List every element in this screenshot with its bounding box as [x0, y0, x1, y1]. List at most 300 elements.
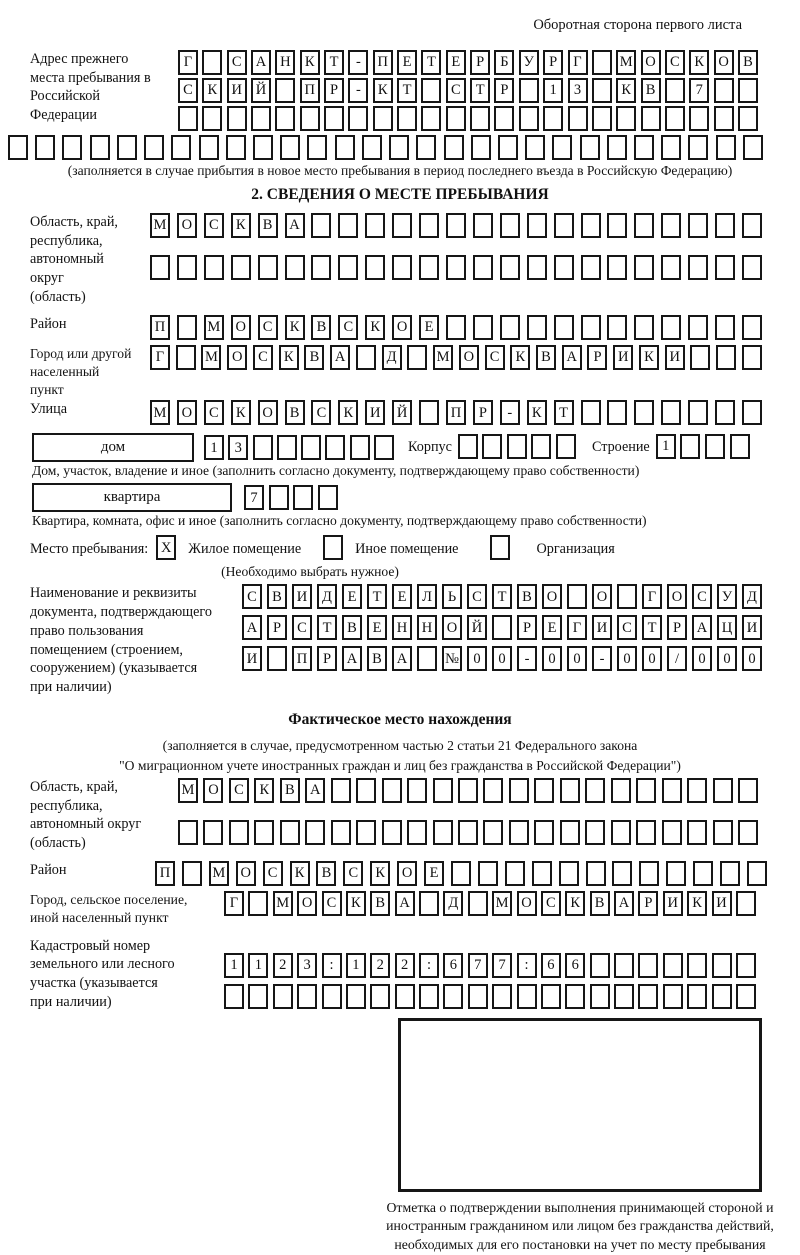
char-box [293, 485, 313, 510]
char-box [636, 778, 656, 803]
char-box [580, 135, 600, 160]
char-box: Ц [717, 615, 737, 640]
char-box [590, 984, 610, 1009]
char-box: 6 [565, 953, 585, 978]
char-box: А [330, 345, 350, 370]
char-box: - [592, 646, 612, 671]
char-box: К [510, 345, 530, 370]
char-box: 0 [617, 646, 637, 671]
char-box [688, 315, 708, 340]
char-box: Г [178, 50, 198, 75]
char-box [350, 435, 370, 460]
char-box [736, 891, 756, 916]
char-box: Г [642, 584, 662, 609]
char-box [483, 820, 503, 845]
char-box [178, 106, 198, 131]
char-box [638, 953, 658, 978]
char-box [370, 984, 390, 1009]
char-box [443, 984, 463, 1009]
char-box [397, 106, 417, 131]
char-box [202, 106, 222, 131]
char-box: К [231, 213, 251, 238]
char-box [560, 820, 580, 845]
char-box: М [492, 891, 512, 916]
actual-location-title: Фактическое место нахождения [288, 710, 512, 728]
char-box: М [273, 891, 293, 916]
char-box: 0 [717, 646, 737, 671]
char-box: С [178, 78, 198, 103]
char-box [581, 315, 601, 340]
char-box [300, 106, 320, 131]
char-box: Р [317, 646, 337, 671]
char-box [687, 984, 707, 1009]
char-box: К [687, 891, 707, 916]
char-box [8, 135, 28, 160]
char-box [407, 778, 427, 803]
char-box: Л [417, 584, 437, 609]
korpus-cells [458, 434, 576, 459]
char-box [324, 106, 344, 131]
char-box: К [370, 861, 390, 886]
char-box: С [242, 584, 262, 609]
char-box: А [395, 891, 415, 916]
char-box: : [419, 953, 439, 978]
char-box: О [203, 778, 223, 803]
char-box: М [150, 213, 170, 238]
char-box [382, 820, 402, 845]
char-box: К [231, 400, 251, 425]
region-row-2 [150, 255, 762, 280]
char-box: - [500, 400, 520, 425]
char-box [742, 315, 762, 340]
char-box: 7 [689, 78, 709, 103]
char-box [473, 213, 493, 238]
char-box: Й [251, 78, 271, 103]
char-box [639, 861, 659, 886]
char-box [585, 778, 605, 803]
char-box: X [156, 535, 176, 560]
char-box: А [305, 778, 325, 803]
char-box [62, 135, 82, 160]
char-box: Р [587, 345, 607, 370]
char-box [325, 435, 345, 460]
char-box [534, 778, 554, 803]
char-box: С [322, 891, 342, 916]
char-box [253, 135, 273, 160]
char-box: Р [667, 615, 687, 640]
char-box [446, 255, 466, 280]
char-box [178, 820, 198, 845]
char-box: 7 [492, 953, 512, 978]
char-box [607, 315, 627, 340]
char-box [356, 345, 376, 370]
char-box [297, 984, 317, 1009]
stay-type-checkbox-residential [148, 535, 188, 560]
char-box [322, 984, 342, 1009]
char-box: С [227, 50, 247, 75]
cadastral-block [0, 937, 800, 1012]
char-box [323, 535, 343, 560]
char-box [492, 984, 512, 1009]
char-box [500, 213, 520, 238]
char-box [407, 820, 427, 845]
char-box [715, 213, 735, 238]
stay-type-option-other-label: Иное помещение [355, 540, 459, 557]
char-box [338, 213, 358, 238]
char-box: О [177, 400, 197, 425]
house-cells [204, 435, 394, 460]
char-box: А [692, 615, 712, 640]
char-box [716, 135, 736, 160]
char-box [541, 984, 561, 1009]
prev-address-rows [178, 50, 758, 134]
char-box: О [236, 861, 256, 886]
char-box [590, 953, 610, 978]
char-box [560, 778, 580, 803]
stay-type-option-residential-label: Жилое помещение [188, 540, 302, 557]
char-box: 1 [204, 435, 224, 460]
cadastral-label: Кадастровый номер земельного или лесного участка (указывается при наличии) [30, 937, 175, 1010]
char-box [638, 984, 658, 1009]
char-box: 2 [273, 953, 293, 978]
char-box [634, 315, 654, 340]
char-box [500, 255, 520, 280]
stamp-caption: Отметка о подтверждении выполнения принимающей стороной и иностранным гражданином или лицом без гражданства действий, необходимых для его постановки на учет по месту пребывания [386, 1199, 774, 1252]
char-box: М [209, 861, 229, 886]
char-box: К [338, 400, 358, 425]
char-box: Т [554, 400, 574, 425]
char-box [738, 820, 758, 845]
char-box: О [714, 50, 734, 75]
char-box [273, 984, 293, 1009]
char-box: А [242, 615, 262, 640]
char-box: К [285, 315, 305, 340]
char-box: К [254, 778, 274, 803]
char-box: С [446, 78, 466, 103]
char-box [468, 891, 488, 916]
char-box [407, 345, 427, 370]
char-box [338, 255, 358, 280]
char-box: 0 [542, 646, 562, 671]
stay-type-row [0, 535, 800, 563]
char-box: 6 [443, 953, 463, 978]
char-box [568, 106, 588, 131]
char-box [470, 106, 490, 131]
char-box [688, 400, 708, 425]
char-box: П [292, 646, 312, 671]
char-box [150, 255, 170, 280]
char-box [311, 213, 331, 238]
actual-location-note-1: (заполняется в случае, предусмотренном частью 2 статьи 21 Федерального закона [162, 737, 638, 753]
char-box: И [665, 345, 685, 370]
char-box [483, 778, 503, 803]
char-box [471, 135, 491, 160]
char-box [581, 213, 601, 238]
char-box [492, 615, 512, 640]
region-block [0, 213, 800, 307]
char-box [251, 106, 271, 131]
char-box [527, 255, 547, 280]
char-box [747, 861, 767, 886]
char-box [713, 820, 733, 845]
char-box [419, 400, 439, 425]
char-box [395, 984, 415, 1009]
char-box: О [517, 891, 537, 916]
char-box: К [279, 345, 299, 370]
char-box [473, 315, 493, 340]
char-box [224, 984, 244, 1009]
char-box [693, 861, 713, 886]
char-box: П [446, 400, 466, 425]
char-box: 2 [395, 953, 415, 978]
char-box: К [365, 315, 385, 340]
apartment-box: квартира [32, 483, 232, 512]
char-box [500, 315, 520, 340]
char-box: И [712, 891, 732, 916]
char-box [712, 984, 732, 1009]
char-box: И [227, 78, 247, 103]
char-box: Е [367, 615, 387, 640]
char-box [527, 315, 547, 340]
cadastral-rows [224, 937, 756, 1012]
char-box [374, 435, 394, 460]
char-box: К [689, 50, 709, 75]
char-box: Д [382, 345, 402, 370]
char-box [519, 78, 539, 103]
char-box [634, 255, 654, 280]
char-box: Т [317, 615, 337, 640]
char-box: О [392, 315, 412, 340]
char-box: С [692, 584, 712, 609]
char-box [581, 400, 601, 425]
document-rows [242, 584, 762, 674]
house-line [0, 433, 800, 462]
char-box [519, 106, 539, 131]
stroenie-label: Строение [591, 439, 650, 456]
char-box: Н [417, 615, 437, 640]
char-box [362, 135, 382, 160]
char-box: У [717, 584, 737, 609]
char-box: С [263, 861, 283, 886]
char-box [373, 106, 393, 131]
char-box [277, 435, 297, 460]
char-box [433, 778, 453, 803]
char-box: И [663, 891, 683, 916]
char-box [331, 820, 351, 845]
char-box [269, 485, 289, 510]
char-box [742, 213, 762, 238]
char-box [305, 820, 325, 845]
char-box [117, 135, 137, 160]
char-box: 1 [543, 78, 563, 103]
char-box [419, 984, 439, 1009]
actual-region-rows [178, 778, 758, 848]
char-box: 0 [692, 646, 712, 671]
char-box: 3 [228, 435, 248, 460]
char-box: В [342, 615, 362, 640]
char-box [607, 213, 627, 238]
char-box: 6 [541, 953, 561, 978]
char-box [494, 106, 514, 131]
char-box: О [397, 861, 417, 886]
char-box: А [251, 50, 271, 75]
char-box: Т [367, 584, 387, 609]
char-box [254, 820, 274, 845]
char-box: Й [392, 400, 412, 425]
char-box [665, 78, 685, 103]
actual-region-row-1 [178, 778, 758, 803]
char-box [688, 255, 708, 280]
char-box: Т [324, 50, 344, 75]
char-box [565, 984, 585, 1009]
char-box: О [258, 400, 278, 425]
char-box: Р [267, 615, 287, 640]
char-box [176, 345, 196, 370]
char-box: Е [397, 50, 417, 75]
char-box: Р [470, 50, 490, 75]
char-box: О [592, 584, 612, 609]
char-box [419, 891, 439, 916]
char-box: С [665, 50, 685, 75]
region-label: Область, край, республика, автономный округ (область) [30, 214, 118, 305]
district-block [0, 315, 800, 343]
char-box: О [442, 615, 462, 640]
city-block [0, 345, 800, 399]
char-box [458, 820, 478, 845]
char-box [736, 953, 756, 978]
char-box [738, 778, 758, 803]
char-box [592, 106, 612, 131]
char-box: Д [742, 584, 762, 609]
char-box: К [373, 78, 393, 103]
char-box [616, 106, 636, 131]
prev-address-row-3 [178, 106, 758, 131]
district-row [150, 315, 762, 340]
char-box: О [459, 345, 479, 370]
cadastral-row-2 [224, 984, 756, 1009]
char-box [641, 106, 661, 131]
char-box: Т [642, 615, 662, 640]
char-box: Р [473, 400, 493, 425]
char-box: В [304, 345, 324, 370]
char-box [280, 820, 300, 845]
char-box: 3 [568, 78, 588, 103]
char-box: А [392, 646, 412, 671]
actual-location-note-2: "О миграционном учете иностранных граждан и лиц без гражданства в Российской Федерации") [119, 757, 681, 773]
char-box [280, 135, 300, 160]
char-box [421, 78, 441, 103]
char-box: : [517, 953, 537, 978]
char-box: В [316, 861, 336, 886]
char-box: Г [567, 615, 587, 640]
char-box [392, 213, 412, 238]
char-box: П [300, 78, 320, 103]
char-box [661, 315, 681, 340]
char-box: М [201, 345, 221, 370]
char-box [248, 891, 268, 916]
char-box: К [202, 78, 222, 103]
char-box: В [267, 584, 287, 609]
char-box: Д [443, 891, 463, 916]
char-box: Т [397, 78, 417, 103]
char-box: И [365, 400, 385, 425]
char-box [611, 778, 631, 803]
char-box: В [280, 778, 300, 803]
char-box: К [300, 50, 320, 75]
char-box [531, 434, 551, 459]
prev-address-block [0, 50, 800, 134]
char-box [253, 435, 273, 460]
char-box [716, 345, 736, 370]
char-box: 0 [492, 646, 512, 671]
char-box [666, 861, 686, 886]
char-box [419, 255, 439, 280]
char-box: П [155, 861, 175, 886]
char-box [458, 434, 478, 459]
char-box: С [338, 315, 358, 340]
char-box [612, 861, 632, 886]
char-box: С [292, 615, 312, 640]
char-box [712, 953, 732, 978]
char-box [227, 106, 247, 131]
stay-type-label: Место пребывания: [30, 540, 149, 557]
char-box [662, 820, 682, 845]
document-block [0, 584, 800, 696]
char-box [231, 255, 251, 280]
char-box [556, 434, 576, 459]
char-box [634, 135, 654, 160]
char-box [416, 135, 436, 160]
char-box: - [348, 78, 368, 103]
char-box: В [370, 891, 390, 916]
char-box [478, 861, 498, 886]
char-box [680, 434, 700, 459]
char-box: Г [224, 891, 244, 916]
char-box: Г [568, 50, 588, 75]
char-box [331, 778, 351, 803]
char-box [661, 255, 681, 280]
char-box [715, 315, 735, 340]
char-box [713, 778, 733, 803]
char-box: М [204, 315, 224, 340]
char-box [458, 778, 478, 803]
char-box [482, 434, 502, 459]
char-box: Н [275, 50, 295, 75]
stamp-box [398, 1018, 762, 1192]
prev-address-overflow-row [8, 135, 763, 160]
char-box [509, 778, 529, 803]
actual-region-block [0, 778, 800, 853]
actual-city-row [224, 891, 756, 916]
stay-type-note: (Необходимо выбрать нужное) [221, 564, 399, 580]
char-box [554, 213, 574, 238]
char-box [592, 78, 612, 103]
char-box: П [150, 315, 170, 340]
char-box: С [617, 615, 637, 640]
char-box: 0 [467, 646, 487, 671]
char-box: В [285, 400, 305, 425]
house-box: дом [32, 433, 194, 462]
district-label: Район [30, 315, 67, 332]
char-box: К [346, 891, 366, 916]
char-box [738, 78, 758, 103]
char-box: А [342, 646, 362, 671]
char-box [258, 255, 278, 280]
char-box [507, 434, 527, 459]
char-box [226, 135, 246, 160]
char-box [468, 984, 488, 1009]
char-box: Ь [442, 584, 462, 609]
